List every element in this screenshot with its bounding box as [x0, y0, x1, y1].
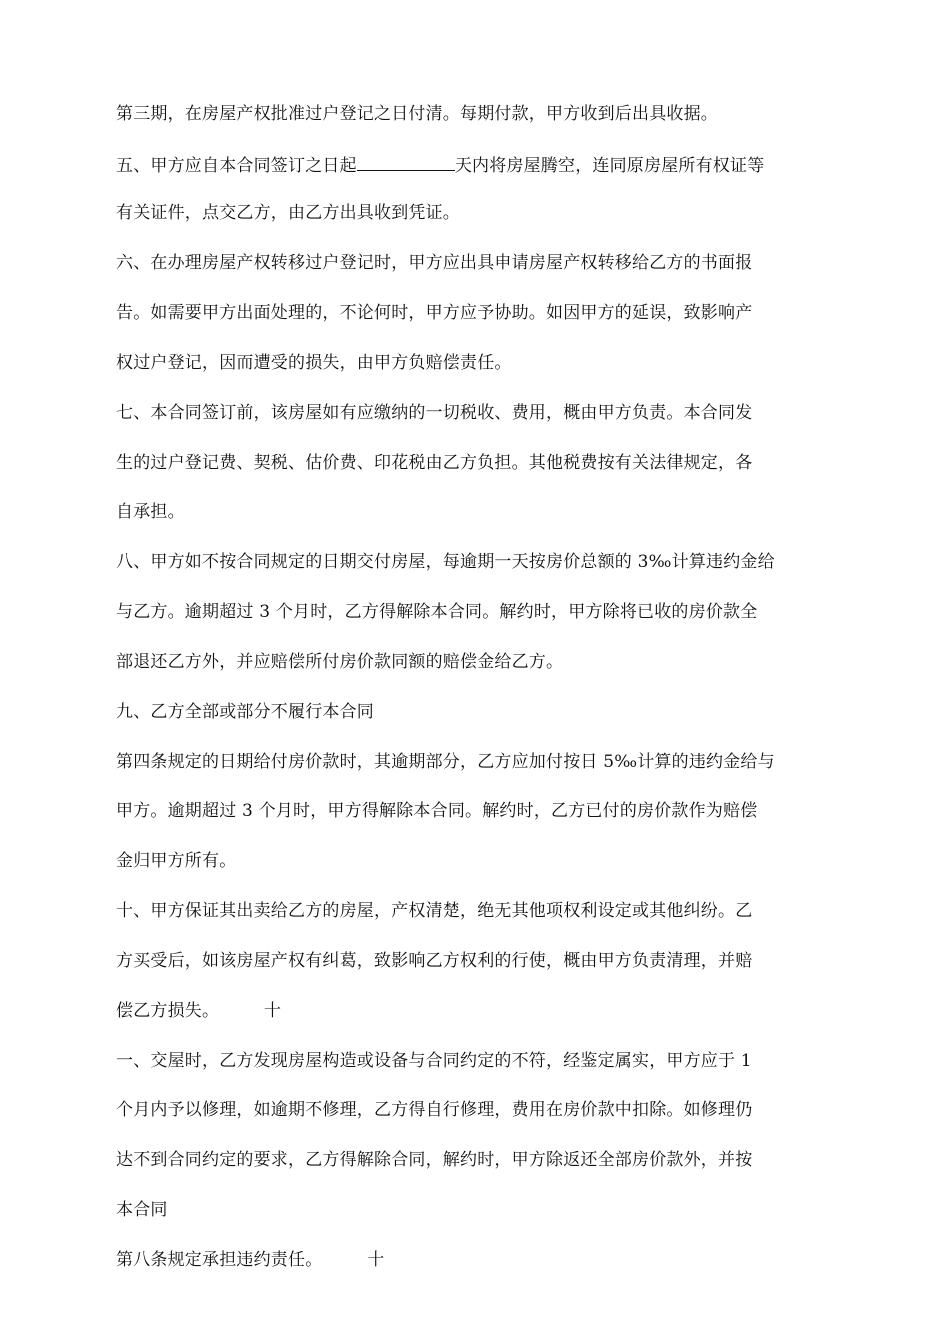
text-line: 有关证件，点交乙方，由乙方出具收到凭证。	[116, 203, 460, 223]
text-line: 第四条规定的日期给付房价款时，其逾期部分，乙方应加付按日 5‰计算的违约金给与	[116, 752, 775, 772]
text-line: 九、乙方全部或部分不履行本合同	[116, 702, 374, 722]
text-line: 与乙方。逾期超过 3 个月时，乙方得解除本合同。解约时，甲方除将已收的房价款全	[116, 602, 758, 622]
text-segment: 天内将房屋腾空，连同原房屋所有权证等	[454, 156, 765, 176]
text-line: 方买受后，如该房屋产权有纠葛，致影响乙方权利的行使，概由甲方负责清理，并赔	[116, 951, 753, 971]
text-line: 告。如需要甲方出面处理的，不论何时，甲方应予协助。如因甲方的延误，致影响产	[116, 303, 753, 323]
text-line: 部退还乙方外，并应赔偿所付房价款同额的赔偿金给乙方。	[116, 652, 564, 672]
text-line: 金归甲方所有。	[116, 851, 237, 871]
text-line: 偿乙方损失。 十	[116, 1001, 282, 1021]
text-line: 自承担。	[116, 502, 185, 522]
text-line: 权过户登记，因而遭受的损失，由甲方负赔偿责任。	[116, 353, 512, 373]
fill-in-blank	[357, 152, 455, 171]
text-line: 八、甲方如不按合同规定的日期交付房屋，每逾期一天按房价总额的 3‰计算违约金给	[116, 552, 775, 572]
text-segment: 五、甲方应自本合同签订之日起	[116, 156, 357, 176]
text-line: 十、甲方保证其出卖给乙方的房屋，产权清楚，绝无其他项权利设定或其他纠纷。乙	[116, 901, 753, 921]
text-line: 个月内予以修理，如逾期不修理，乙方得自行修理，费用在房价款中扣除。如修理仍	[116, 1100, 753, 1120]
text-line: 本合同	[116, 1200, 168, 1220]
text-line: 一、交屋时，乙方发现房屋构造或设备与合同约定的不符，经鉴定属实，甲方应于 1	[116, 1051, 752, 1071]
text-line: 生的过户登记费、契税、估价费、印花税由乙方负担。其他税费按有关法律规定，各	[116, 453, 753, 473]
text-line: 七、本合同签订前，该房屋如有应缴纳的一切税收、费用，概由甲方负责。本合同发	[116, 403, 753, 423]
text-line: 六、在办理房屋产权转移过户登记时，甲方应出具申请房屋产权转移给乙方的书面报	[116, 253, 753, 273]
text-line: 甲方。逾期超过 3 个月时，甲方得解除本合同。解约时，乙方已付的房价款作为赔偿	[116, 801, 758, 821]
text-line-with-blank	[116, 152, 836, 178]
text-line: 达不到合同约定的要求，乙方得解除合同，解约时，甲方除返还全部房价款外，并按	[116, 1150, 753, 1170]
text-line: 第三期，在房屋产权批准过户登记之日付清。每期付款，甲方收到后出具收据。	[116, 104, 718, 124]
text-line: 第八条规定承担违约责任。 十	[116, 1250, 385, 1270]
